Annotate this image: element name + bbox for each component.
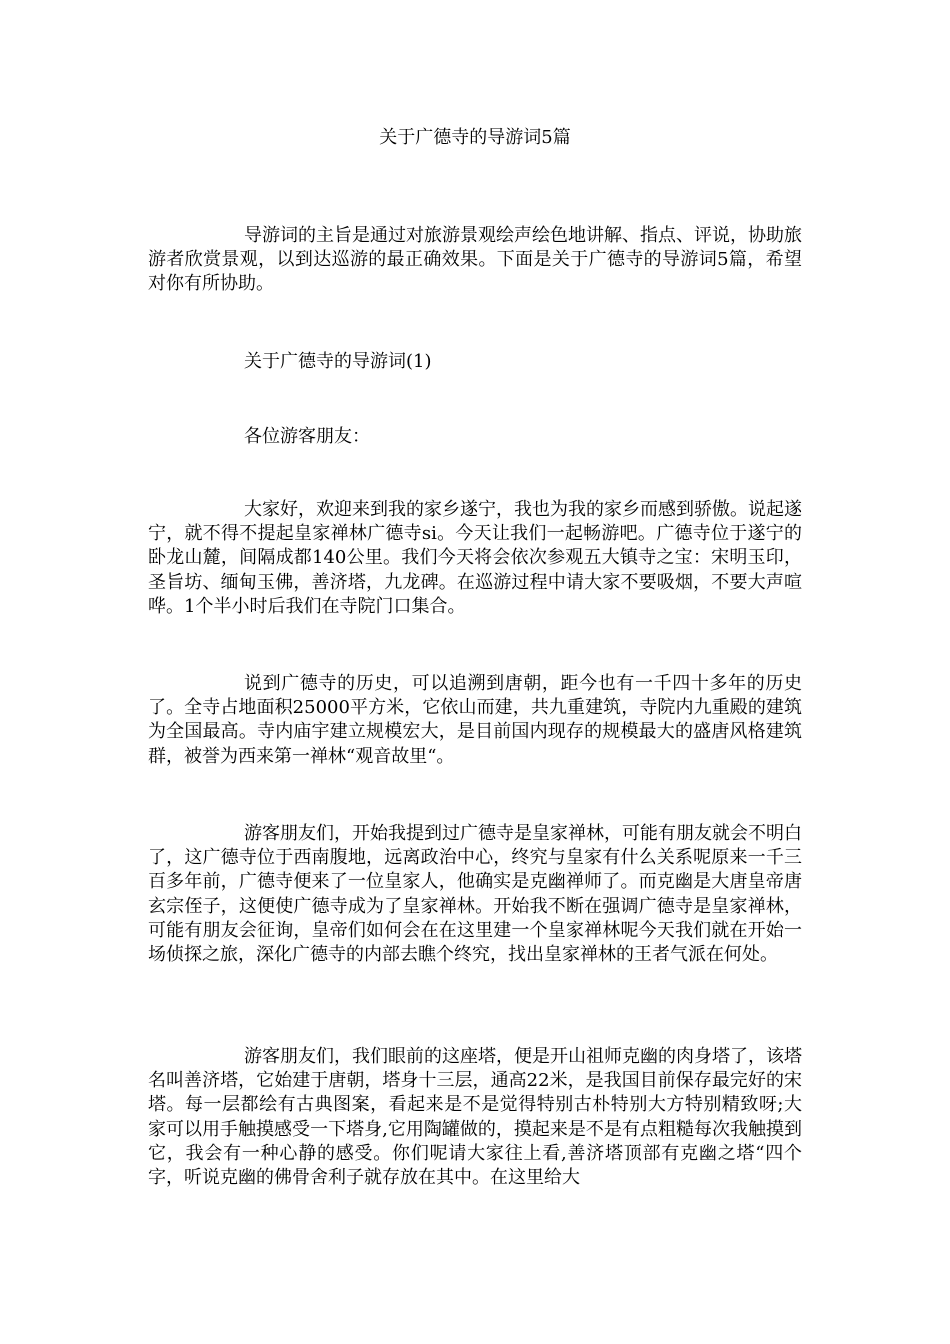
document-title: 关于广德寺的导游词5篇 <box>379 127 571 148</box>
body-paragraph-2: 说到广德寺的历史，可以追溯到唐朝，距今也有一千四十多年的历史了。全寺占地面积25000平方米，它依山而建，共九重建筑，寺院内九重殿的建筑为全国最高。寺内庙宇建立规模宏大，是目前国内现存的规模最大的盛唐风格建筑群，被誉为西来第一禅林“观音故里“。 <box>148 673 802 767</box>
body-paragraph-3: 游客朋友们，开始我提到过广德寺是皇家禅林，可能有朋友就会不明白了，这广德寺位于西南腹地，远离政治中心，终究与皇家有什么关系呢原来一千三百多年前，广德寺便来了一位皇家人，他确实是克幽禅师了。而克幽是大唐皇帝唐玄宗侄子，这便使广德寺成为了皇家禅林。开始我不断在强调广德寺是皇家禅林，可能有朋友会征询，皇帝们如何会在在这里建一个皇家禅林呢今天我们就在开始一场侦探之旅，深化广德寺的内部去瞧个终究，找出皇家禅林的王者气派在何处。 <box>148 823 802 966</box>
body-paragraph-4: 游客朋友们，我们眼前的这座塔，便是开山祖师克幽的肉身塔了，该塔名叫善济塔，它始建于唐朝，塔身十三层，通高22米，是我国目前保存最完好的宋塔。每一层都绘有古典图案，看起来是不是觉得特别古朴特别大方特别精致呀;大家可以用手触摸感受一下塔身,它用陶罐做的，摸起来是不是有点粗糙每次我触摸到它，我会有一种心静的感受。你们呢请大家往上看,善济塔顶部有克幽之塔“四个字，听说克幽的佛骨舍利子就存放在其中。在这里给大 <box>148 1046 802 1189</box>
greeting: 各位游客朋友： <box>244 426 370 447</box>
body-paragraph-1: 大家好，欢迎来到我的家乡遂宁，我也为我的家乡而感到骄傲。说起遂宁，就不得不提起皇家禅林广德寺si。今天让我们一起畅游吧。广德寺位于遂宁的卧龙山麓，间隔成都140公里。我们今天将会依次参观五大镇寺之宝：宋明玉印，圣旨坊、缅甸玉佛，善济塔，九龙碑。在巡游过程中请大家不要吸烟，不要大声喧哗。1个半小时后我们在寺院门口集合。 <box>148 499 802 617</box>
section-heading: 关于广德寺的导游词(1) <box>244 351 432 372</box>
intro-paragraph: 导游词的主旨是通过对旅游景观绘声绘色地讲解、指点、评说，协助旅游者欣赏景观，以到达巡游的最正确效果。下面是关于广德寺的导游词5篇，希望对你有所协助。 <box>148 225 802 295</box>
